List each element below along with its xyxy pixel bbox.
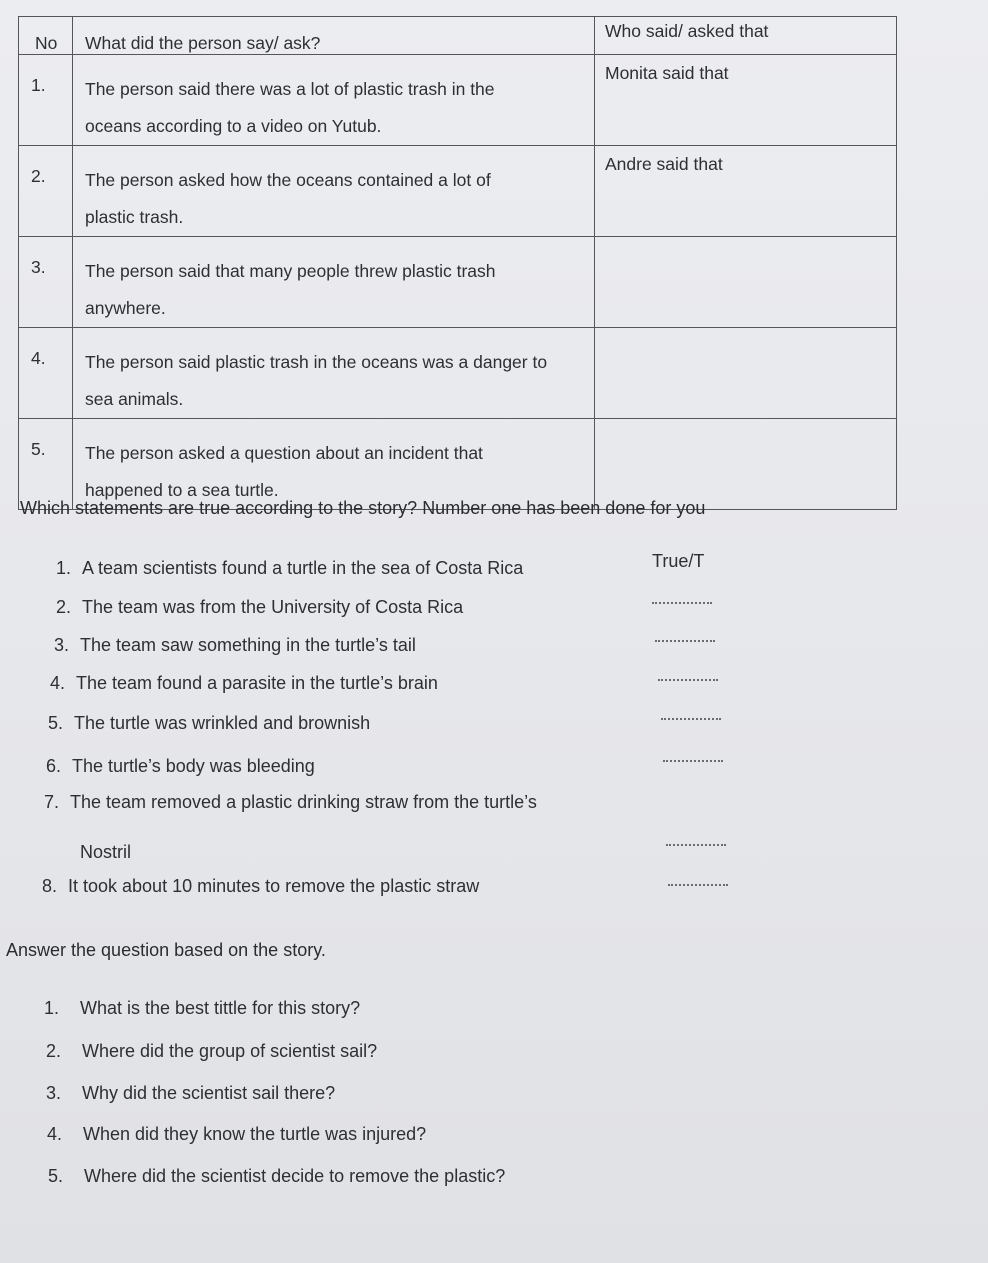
row-statement: The person asked a question about an incident that happened to a sea turtle. bbox=[85, 443, 483, 500]
tf-statement-7: 7. The team removed a plastic drinking straw from the turtle’s bbox=[44, 792, 537, 812]
tf-answer-blank-4[interactable] bbox=[658, 677, 718, 681]
row-number: 5. bbox=[31, 439, 46, 459]
question-1: 1. What is the best tittle for this story? bbox=[44, 998, 361, 1018]
tf-statement-6: 6. The turtle’s body was bleeding bbox=[46, 756, 315, 776]
row-number: 2. bbox=[31, 166, 46, 186]
tf-statement-8: 8. It took about 10 minutes to remove the plastic straw bbox=[42, 876, 480, 896]
table-row bbox=[19, 419, 897, 510]
tf-answer-blank-6[interactable] bbox=[663, 758, 723, 762]
tf-statement-5: 5. The turtle was wrinkled and brownish bbox=[48, 713, 371, 733]
row-statement: The person said there was a lot of plastic trash in the oceans according to a video on Yutub. bbox=[85, 79, 495, 136]
tf-statement-2: 2. The team was from the University of Costa Rica bbox=[56, 597, 464, 617]
question-2: 2. Where did the group of scientist sail? bbox=[46, 1041, 378, 1061]
statements-table bbox=[18, 16, 897, 510]
tf-statement-7-continued: Nostril bbox=[80, 842, 132, 862]
row-speaker[interactable] bbox=[595, 237, 896, 245]
row-speaker[interactable]: Andre said that bbox=[605, 154, 723, 174]
row-number: 4. bbox=[31, 348, 46, 368]
row-statement: The person asked how the oceans contained a lot of plastic trash. bbox=[85, 170, 491, 227]
table-row bbox=[19, 55, 897, 146]
tf-answer-blank-3[interactable] bbox=[655, 638, 715, 642]
row-number: 3. bbox=[31, 257, 46, 277]
question-5: 5. Where did the scientist decide to remove the plastic? bbox=[48, 1166, 506, 1186]
table-row bbox=[19, 146, 897, 237]
row-statement: The person said plastic trash in the oceans was a danger to sea animals. bbox=[85, 352, 548, 409]
questions-instruction: Answer the question based on the story. bbox=[6, 940, 326, 960]
tf-statement-3: 3. The team saw something in the turtle’s tail bbox=[54, 635, 416, 655]
question-3: 3. Why did the scientist sail there? bbox=[46, 1083, 336, 1103]
tf-answer-blank-2[interactable] bbox=[652, 600, 712, 604]
table-row bbox=[19, 328, 897, 419]
row-statement: The person said that many people threw plastic trash anywhere. bbox=[85, 261, 496, 318]
table-header-row bbox=[19, 17, 897, 55]
tf-answer-1[interactable]: True/T bbox=[652, 551, 705, 571]
table-row bbox=[19, 237, 897, 328]
tf-answer-blank-5[interactable] bbox=[661, 716, 721, 720]
tf-answer-blank-7[interactable] bbox=[666, 842, 726, 846]
tf-statement-1: 1. A team scientists found a turtle in the sea of Costa Rica bbox=[56, 558, 524, 578]
row-number: 1. bbox=[31, 75, 46, 95]
row-speaker[interactable] bbox=[595, 328, 896, 336]
tf-answer-blank-8[interactable] bbox=[668, 882, 728, 886]
header-no: No bbox=[19, 17, 73, 55]
header-who: Who said/ asked that bbox=[595, 17, 897, 55]
true-false-instruction: Which statements are true according to the story? Number one has been done for you bbox=[20, 498, 706, 518]
header-what: What did the person say/ ask? bbox=[73, 17, 595, 55]
question-4: 4. When did they know the turtle was injured? bbox=[47, 1124, 427, 1144]
row-speaker[interactable] bbox=[595, 419, 896, 427]
tf-statement-4: 4. The team found a parasite in the turtle’s brain bbox=[50, 673, 438, 693]
row-speaker[interactable]: Monita said that bbox=[605, 63, 729, 83]
